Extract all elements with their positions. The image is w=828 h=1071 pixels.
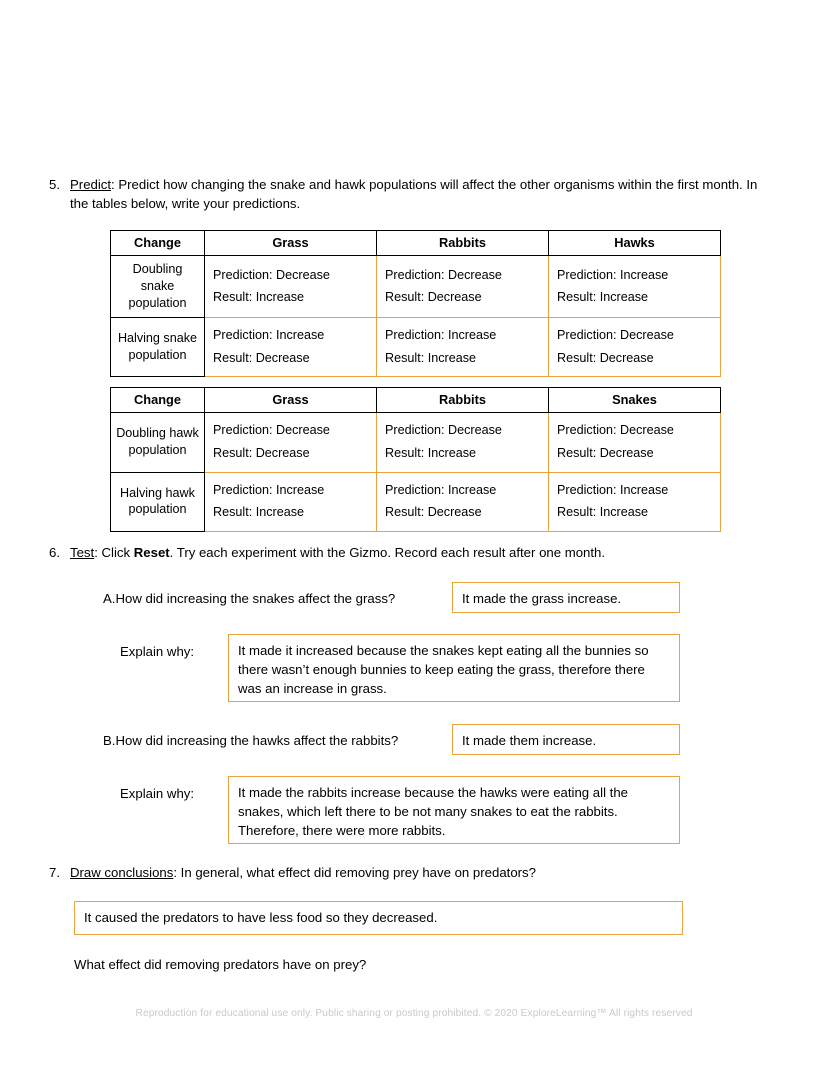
question-6-number: 6. [49, 545, 60, 560]
question-7-text [70, 864, 764, 883]
table-header-row [111, 388, 721, 413]
question-6b-prompt: B.How did increasing the hawks affect the rabbits? [103, 733, 399, 748]
result-line: Result: Decrease [213, 445, 310, 460]
question-6b-explain-box[interactable]: It made the rabbits increase because the hawks were eating all the snakes, which left there to be not many snakes to eat the rabbits. Therefore, there were more rabbits. [228, 776, 680, 844]
question-7-prompt: : In general, what effect did removing prey have on predators? [173, 865, 536, 880]
prediction-line: Prediction: Increase [213, 328, 325, 343]
table-header-cell: Change [111, 388, 205, 413]
question-5 [44, 176, 764, 213]
prediction-table-snakes [110, 230, 721, 377]
result-line: Result: Decrease [557, 350, 654, 365]
question-6-label: Test [70, 545, 95, 560]
prediction-table-hawks [110, 387, 721, 532]
question-7-answer-box[interactable]: It caused the predators to have less food so they decreased. [74, 901, 683, 935]
question-6b-answer-box[interactable]: It made them increase. [452, 724, 680, 755]
result-line: Result: Increase [557, 505, 648, 520]
table-data-cell[interactable] [377, 472, 549, 531]
table-data-cell[interactable] [205, 472, 377, 531]
result-line: Result: Decrease [557, 445, 654, 460]
prediction-line: Prediction: Decrease [213, 267, 330, 282]
table-data-cell[interactable] [205, 256, 377, 318]
table-data-cell[interactable] [549, 318, 721, 377]
question-6a-explain-label: Explain why: [120, 644, 195, 659]
question-6a-explain-box[interactable]: It made it increased because the snakes kept eating all the bunnies so there wasn’t enough bunnies to keep eating the grass, therefore there was an increase in grass. [228, 634, 680, 702]
table-data-cell[interactable] [205, 413, 377, 472]
table-row [111, 318, 721, 377]
table-change-cell: Halving snake population [111, 318, 205, 377]
result-line: Result: Decrease [385, 290, 482, 305]
prediction-line: Prediction: Increase [557, 482, 669, 497]
question-6-text [70, 544, 764, 563]
question-6-prompt-after: . Try each experiment with the Gizmo. Record each result after one month. [169, 545, 606, 560]
result-line: Result: Increase [557, 290, 648, 305]
question-6 [44, 544, 764, 563]
result-line: Result: Increase [385, 445, 476, 460]
question-7-followup-prompt: What effect did removing predators have on prey? [74, 957, 367, 972]
table-header-cell: Grass [205, 388, 377, 413]
prediction-line: Prediction: Increase [385, 482, 497, 497]
table-data-cell[interactable] [377, 413, 549, 472]
table-header-cell: Change [111, 231, 205, 256]
question-6-prompt-before: : Click [94, 545, 134, 560]
prediction-line: Prediction: Decrease [385, 423, 502, 438]
table-change-cell: Doubling snake population [111, 256, 205, 318]
table-change-cell: Doubling hawk population [111, 413, 205, 472]
table-data-cell[interactable] [377, 256, 549, 318]
prediction-line: Prediction: Decrease [213, 423, 330, 438]
result-line: Result: Increase [213, 505, 304, 520]
table-header-cell: Hawks [549, 231, 721, 256]
question-7-number: 7. [49, 865, 60, 880]
table-header-cell: Snakes [549, 388, 721, 413]
prediction-line: Prediction: Increase [213, 482, 325, 497]
table-header-row [111, 231, 721, 256]
table-row [111, 472, 721, 531]
copyright-footer: Reproduction for educational use only. Public sharing or posting prohibited. © 2020 ExploreLearning™ All rights reserved [135, 1008, 693, 1019]
question-6-bold-word: Reset [133, 545, 170, 560]
question-5-label: Predict [70, 177, 112, 192]
result-line: Result: Decrease [213, 350, 310, 365]
question-7 [44, 864, 764, 883]
table-row [111, 413, 721, 472]
table-change-cell: Halving hawk population [111, 472, 205, 531]
prediction-line: Prediction: Increase [557, 267, 669, 282]
result-line: Result: Decrease [385, 505, 482, 520]
result-line: Result: Increase [213, 290, 304, 305]
question-5-prompt: : Predict how changing the snake and hawk populations will affect the other organisms within the first month. In the tables below, write your predictions. [70, 177, 758, 211]
table-row [111, 256, 721, 318]
prediction-line: Prediction: Increase [385, 328, 497, 343]
table-data-cell[interactable] [205, 318, 377, 377]
table-data-cell[interactable] [549, 472, 721, 531]
table-header-cell: Rabbits [377, 231, 549, 256]
question-6a-prompt: A.How did increasing the snakes affect the grass? [103, 591, 396, 606]
question-6b-explain-label: Explain why: [120, 786, 195, 801]
question-5-text [70, 176, 764, 213]
table-header-cell: Rabbits [377, 388, 549, 413]
prediction-line: Prediction: Decrease [385, 267, 502, 282]
prediction-line: Prediction: Decrease [557, 328, 674, 343]
question-7-label: Draw conclusions [70, 865, 174, 880]
table-data-cell[interactable] [377, 318, 549, 377]
prediction-line: Prediction: Decrease [557, 423, 674, 438]
table-data-cell[interactable] [549, 413, 721, 472]
question-6a-answer-box[interactable]: It made the grass increase. [452, 582, 680, 613]
table-header-cell: Grass [205, 231, 377, 256]
result-line: Result: Increase [385, 350, 476, 365]
table-data-cell[interactable] [549, 256, 721, 318]
question-5-number: 5. [49, 177, 60, 192]
